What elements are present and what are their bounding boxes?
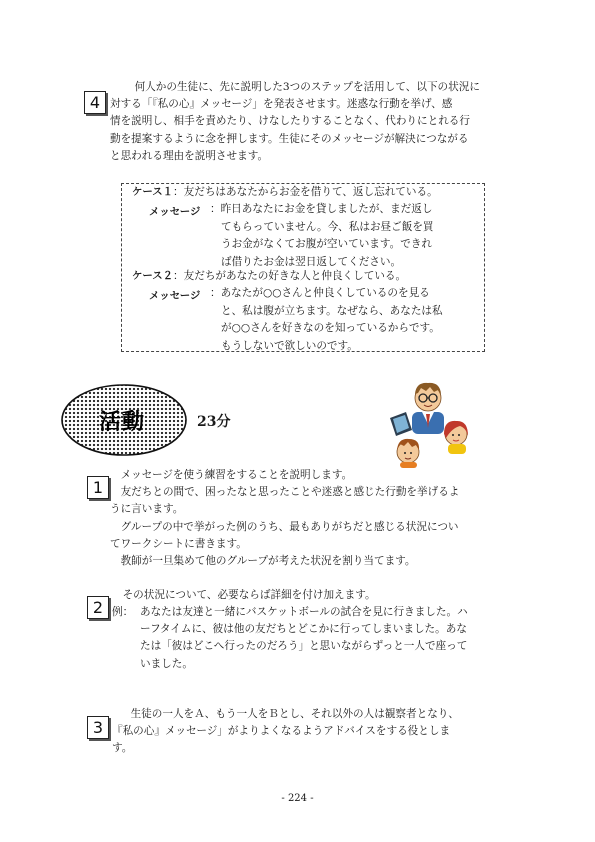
- message1-line: てもらっていません。今、私はお昼ご飯を買: [221, 220, 434, 233]
- step2-example-line: ーフタイムに、彼は他の友だちとどこかに行ってしまいました。あな: [140, 623, 467, 636]
- case2-label: ケース２: [132, 270, 174, 282]
- page-number: - 224 -: [281, 793, 314, 804]
- step1-line: 教師が一旦集めて他のグループが考えた状況を割り当てます。: [110, 555, 416, 568]
- step3-line: 『私の心』メッセージ」がよりよくなるようアドバイスをする役としま: [112, 725, 451, 738]
- section4-line: 何人かの生徒に、先に説明した3つのステップを活用して、以下の状況に: [124, 81, 480, 93]
- message1-line: うお金がなくてお腹が空いています。できれ: [221, 238, 433, 251]
- step3-line: 生徒の一人をＡ、もう一人をＢとし、それ以外の人は観察者となり、: [120, 708, 459, 720]
- message2-label: メッセージ: [149, 290, 201, 302]
- group-discussion-illustration: [386, 378, 470, 468]
- case1-text: ：友だちはあなたからお金を借りて、返し忘れている。: [173, 186, 438, 198]
- message2-text: [210, 285, 443, 355]
- activity-title: 活動: [98, 410, 145, 435]
- case2: [132, 268, 406, 286]
- section-number-4: 4: [84, 91, 106, 114]
- step1-line: メッセージを使う練習をすることを説明します。: [110, 469, 353, 481]
- message1-label: メッセージ: [149, 206, 201, 218]
- step-number-2: 2: [87, 596, 109, 619]
- step1-line: うに言います。: [110, 503, 184, 516]
- message2-line: と、私は腹が立ちます。なぜなら、あなたは私: [221, 304, 443, 317]
- step-number-3: 3: [87, 716, 109, 739]
- activity-duration: 23分: [197, 414, 231, 430]
- step2-intro: その状況について、必要ならば詳細を付け加えます。: [112, 589, 376, 601]
- case1: [132, 184, 438, 202]
- message2-line: ：あなたが○○さんと仲良くしているのを見る: [210, 287, 430, 299]
- step1-line: 友だちとの間で、困ったなと思ったことや迷惑と感じた行動を挙げるよ: [110, 486, 460, 499]
- step-number-1: 1: [87, 476, 109, 499]
- section4-paragraph: [110, 79, 480, 165]
- message1-line: ば借りたお金は翌日返してください。: [221, 255, 402, 268]
- step2-example-label: 例：: [112, 606, 134, 618]
- section4-line: 情を説明し、相手を責めたり、けなしたりすることなく、代わりにとれる行: [110, 115, 470, 128]
- step2-paragraph: [112, 587, 376, 604]
- case2-text: ：友だちがあなたの好きな人と仲良くしている。: [173, 270, 407, 282]
- message2-line: もうしないで欲しいのです。: [221, 339, 358, 352]
- section4-line: と思われる理由を説明させます。: [110, 149, 269, 162]
- step2-example-line: いました。: [140, 657, 193, 670]
- step2-example-line: あなたは友達と一緒にバスケットボールの試合を見に行きました。ハ: [140, 606, 468, 618]
- case1-label: ケース１: [132, 186, 174, 198]
- section4-line: 対する「『私の心』メッセージ」を発表させます。迷惑な行動を挙げ、感: [110, 98, 453, 111]
- message1-text: [210, 201, 434, 271]
- step3-line: す。: [112, 742, 133, 755]
- step1-paragraph: [110, 467, 459, 570]
- step2-example-line: たは「彼はどこへ行ったのだろう」と思いながらずっと一人で座って: [140, 640, 468, 653]
- step3-paragraph: [112, 706, 459, 758]
- message1-line: ：昨日あなたにお金を貸しましたが、まだ返し: [210, 203, 433, 215]
- message2-line: が○○さんを好きなのを知っているからです。: [221, 322, 440, 335]
- section4-line: 動を提案するように念を押します。生徒にそのメッセージが解決につながる: [110, 132, 469, 145]
- step1-line: グループの中で挙がった例のうち、最もありがちだと感じる状況につい: [110, 520, 459, 533]
- step2-example: [140, 604, 468, 673]
- step1-line: てワークシートに書きます。: [110, 537, 247, 550]
